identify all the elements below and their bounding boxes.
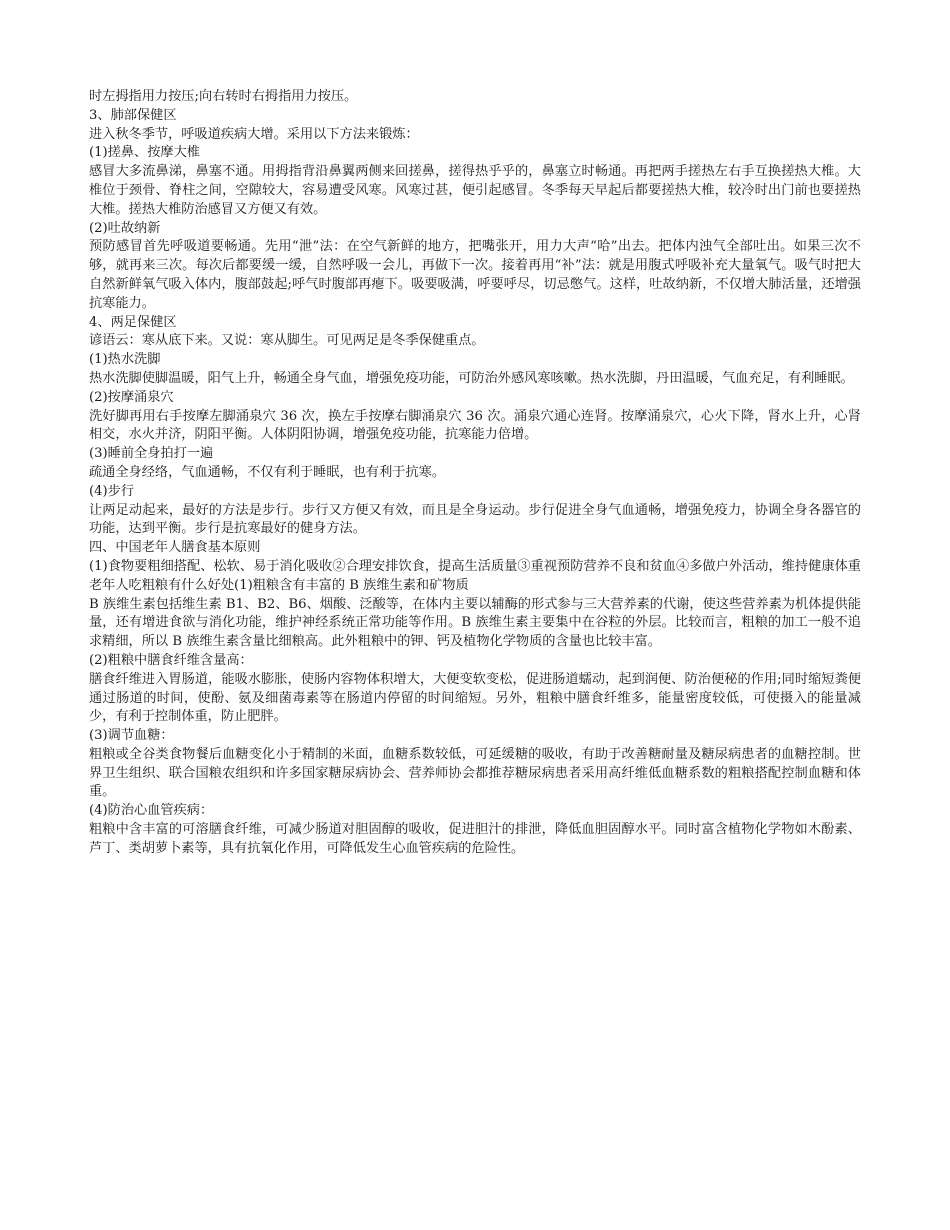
subsection-heading: (3)睡前全身拍打一遍 [89, 446, 214, 462]
paragraph: 膳食纤维进入胃肠道，能吸水膨胀，使肠内容物体积增大，大便变软变松，促进肠道蠕动，起到润便、防治便秘的作用;同时缩短粪便通过肠道的时间，使酚、氨及细菌毒素等在肠道内停留的时间缩短。另外，粗粮中膳食纤维多，能量密度较低，可使摄入的能量减少，有利于控制体重，防止肥胖。 [89, 671, 861, 725]
document-body [89, 88, 861, 859]
subsection-heading: (1)搓鼻、按摩大椎 [89, 145, 200, 161]
subsection-heading: (2)粗粮中膳食纤维含量高： [89, 652, 253, 668]
section-heading: 4、两足保健区 [89, 314, 177, 330]
paragraph: 疏通全身经络，气血通畅，不仅有利于睡眠，也有利于抗寒。 [89, 464, 446, 480]
paragraph: B 族维生素包括维生素 B1、B2、B6、烟酸、泛酸等，在体内主要以辅酶的形式参与三大营养素的代谢，使这些营养素为机体提供能量，还有增进食欲与消化功能，维护神经系统正常功能等作用。B 族维生素主要集中在谷粒的外层。比较而言，粗粮的加工一般不追求精细，所以 B 族维生素含量比细粮高。此外粗粮中的钾、钙及植物化学物质的含量也比较丰富。 [89, 596, 861, 650]
section-heading: 四、中国老年人膳食基本原则 [89, 540, 261, 556]
paragraph: 时左拇指用力按压;向右转时右拇指用力按压。 [89, 89, 358, 104]
paragraph: 粗粮或全谷类食物餐后血糖变化小于精制的米面，血糖系数较低，可延缓糖的吸收，有助于改善糖耐量及糖尿病患者的血糖控制。世界卫生组织、联合国粮农组织和许多国家糖尿病协会、营养师协会都推荐糖尿病患者采用高纤维低血糖系数的粗粮搭配控制血糖和体重。 [89, 746, 861, 800]
paragraph: 让两足动起来，最好的方法是步行。步行又方便又有效，而且是全身运动。步行促进全身气血通畅，增强免疫力，协调全身各器官的功能，达到平衡。步行是抗寒最好的健身方法。 [89, 502, 861, 537]
subsection-heading: (4)防治心血管疾病： [89, 803, 214, 819]
subsection-heading: (4)步行 [89, 483, 135, 499]
subsection-heading: (1)热水洗脚 [89, 352, 161, 368]
paragraph: 感冒大多流鼻涕，鼻塞不通。用拇指背沿鼻翼两侧来回搓鼻，搓得热乎乎的，鼻塞立时畅通。再把两手搓热左右手互换搓热大椎。大椎位于颈骨、脊柱之间，空隙较大，容易遭受风寒。风寒过甚，便引起感冒。冬季每天早起后都要搓热大椎，较冷时出门前也要搓热大椎。搓热大椎防治感冒又方便又有效。 [89, 164, 861, 217]
paragraph: 粗粮中含丰富的可溶膳食纤维，可减少肠道对胆固醇的吸收，促进胆汁的排泄，降低血胆固醇水平。同时富含植物化学物如木酚素、芦丁、类胡萝卜素等，具有抗氧化作用，可降低发生心血管疾病的危险性。 [89, 822, 861, 856]
section-heading: 3、肺部保健区 [89, 107, 177, 123]
subsection-heading: (2)吐故纳新 [89, 220, 161, 236]
paragraph: 热水洗脚使脚温暖，阳气上升，畅通全身气血，增强免疫功能，可防治外感风寒咳嗽。热水洗脚，丹田温暖，气血充足，有利睡眠。 [89, 370, 854, 386]
paragraph: 洗好脚再用右手按摩左脚涌泉穴 36 次，换左手按摩右脚涌泉穴 36 次。涌泉穴通心连肾。按摩涌泉穴，心火下降，肾水上升，心肾相交，水火并济，阴阳平衡。人体阴阳协调，增强免疫功能，抗寒能力倍增。 [89, 408, 861, 443]
paragraph: 进入秋冬季节，呼吸道疾病大增。采用以下方法来锻炼： [89, 126, 419, 142]
paragraph: (1)食物要粗细搭配、松软、易于消化吸收②合理安排饮食，提高生活质量③重视预防营养不良和贫血④多做户外活动，维持健康体重老年人吃粗粮有什么好处(1)粗粮含有丰富的 B 族维生素和矿物质 [89, 558, 861, 593]
subsection-heading: (3)调节血糖： [89, 728, 174, 744]
paragraph: 预防感冒首先呼吸道要畅通。先用“泄”法：在空气新鲜的地方，把嘴张开，用力大声“哈”出去。把体内浊气全部吐出。如果三次不够，就再来三次。每次后都要缓一缓，自然呼吸一会儿，再做下一次。接着再用“补”法：就是用腹式呼吸补充大量氧气。吸气时把大自然新鲜氧气吸入体内，腹部鼓起;呼气时腹部再瘪下。吸要吸满，呼要呼尽，切忌憋气。这样，吐故纳新，不仅增大肺活量，还增强抗寒能力。 [89, 239, 861, 311]
subsection-heading: (2)按摩涌泉穴 [89, 389, 174, 405]
paragraph: 谚语云：寒从底下来。又说：寒从脚生。可见两足是冬季保健重点。 [89, 333, 485, 349]
